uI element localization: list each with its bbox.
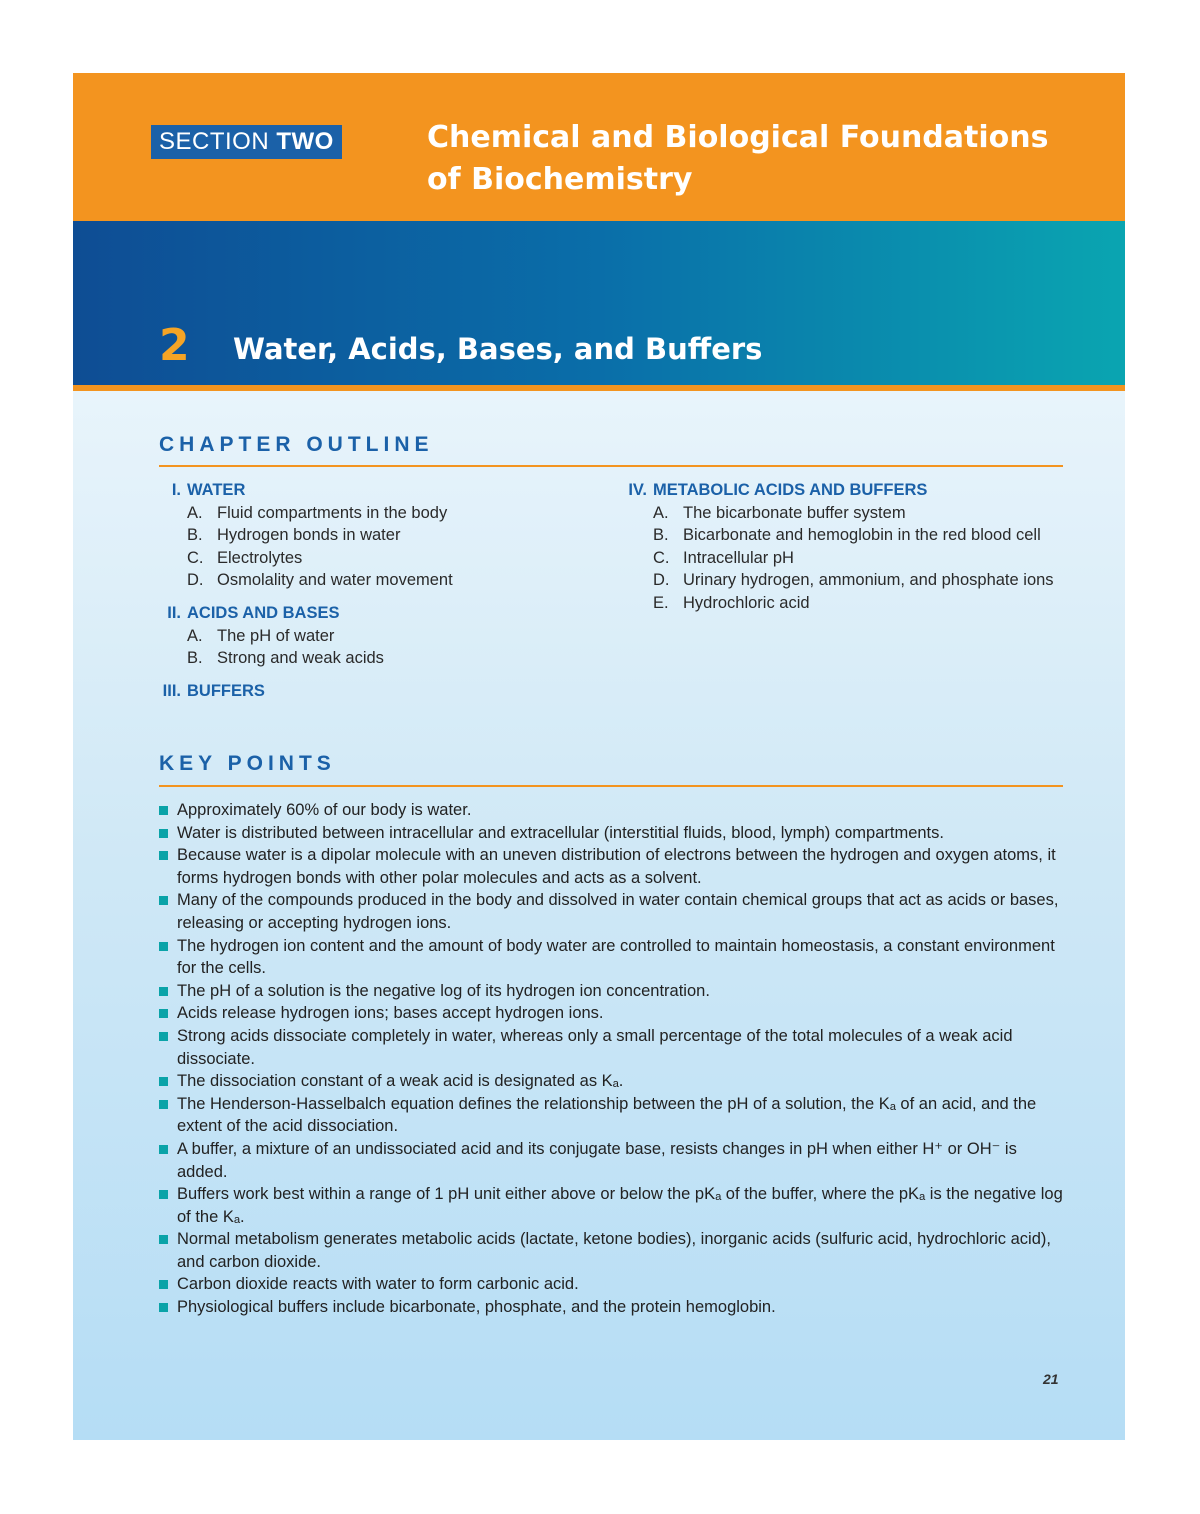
key-points-list [159,799,1069,1319]
section-label-light: SECTION [159,128,270,155]
outline-item-letter: B. [187,526,203,545]
outline-item-letter: A. [187,626,203,645]
page-number: 21 [1043,1371,1059,1387]
outline-item-letter: A. [187,503,203,522]
key-point-item: Acids release hydrogen ions; bases accept hydrogen ions. [159,1002,1069,1025]
chapter-outline-heading: CHAPTER OUTLINE [159,433,434,456]
outline-item [187,569,599,592]
outline-item-letter: B. [187,649,203,668]
outline-item-text: Osmolality and water movement [217,571,453,590]
key-point-item: Because water is a dipolar molecule with an uneven distribution of electrons between the hydrogen and oxygen atoms, it forms hydrogen bonds with other polar molecules and acts as a solvent. [159,844,1069,889]
key-point-item: Approximately 60% of our body is water. [159,799,1069,822]
outline-item [653,547,1065,570]
outline-item [187,524,599,547]
outline-item-text: Intracellular pH [683,548,794,567]
outline-section-number: III. [162,681,181,700]
outline-section [159,680,599,703]
outline-item-letter: D. [187,571,204,590]
outline-item [187,547,599,570]
outline-item-text: Fluid compartments in the body [217,503,448,522]
outline-item [653,524,1065,547]
key-point-item: Many of the compounds produced in the body and dissolved in water contain chemical groups that act as acids or bases, releasing or accepting hydrogen ions. [159,889,1069,934]
outline-item-text: Bicarbonate and hemoglobin in the red blood cell [683,526,1041,545]
outline-item-letter: C. [653,548,670,567]
outline-item [187,625,599,648]
chapter-number: 2 [159,320,190,371]
outline-section-title: BUFFERS [187,681,265,700]
outline-item-letter: B. [653,526,669,545]
key-point-item: A buffer, a mixture of an undissociated acid and its conjugate base, resists changes in pH when either H⁺ or OH⁻ is added. [159,1138,1069,1183]
outline-rule [159,465,1063,467]
key-point-item: Carbon dioxide reacts with water to form carbonic acid. [159,1273,1069,1296]
chapter-title: Water, Acids, Bases, and Buffers [233,332,763,366]
outline-item-text: Urinary hydrogen, ammonium, and phosphate ions [683,571,1054,590]
outline-item-text: The pH of water [217,626,335,645]
outline-section-number: II. [167,603,181,622]
outline-section-number: IV. [628,481,647,499]
section-badge [151,125,342,159]
key-point-item: Buffers work best within a range of 1 pH unit either above or below the pKₐ of the buffer, where the pKₐ is the negative log of the Kₐ. [159,1183,1069,1228]
key-point-item: Strong acids dissociate completely in water, whereas only a small percentage of the total molecules of a weak acid dissociate. [159,1025,1069,1070]
outline-item [653,592,1065,615]
outline-section-title: ACIDS AND BASES [187,603,340,622]
outline-item-text: The bicarbonate buffer system [683,503,906,522]
outline-item-letter: A. [653,503,669,522]
outline-left-column [159,479,599,702]
outline-item [187,502,599,525]
key-point-item: Physiological buffers include bicarbonate, phosphate, and the protein hemoglobin. [159,1296,1069,1319]
key-point-item: Normal metabolism generates metabolic acids (lactate, ketone bodies), inorganic acids (sulfuric acid, hydrochloric acid), and carbon dioxide. [159,1228,1069,1273]
chapter-banner [73,221,1125,385]
outline-item [187,647,599,670]
outline-item-letter: C. [187,548,204,567]
section-banner [73,73,1125,221]
key-point-item: The hydrogen ion content and the amount of body water are controlled to maintain homeostasis, a constant environment for the cells. [159,935,1069,980]
outline-section [159,479,599,502]
outline-item-text: Electrolytes [217,548,303,567]
outline-section [159,602,599,625]
outline-item-letter: E. [653,593,669,612]
page [73,73,1125,1440]
key-points-rule [159,785,1063,787]
section-label-bold: TWO [276,128,334,155]
outline-item [653,502,1065,525]
outline-item-text: Hydrogen bonds in water [217,526,401,545]
key-point-item: The dissociation constant of a weak acid is designated as Kₐ. [159,1070,1069,1093]
outline-right-column [625,479,1065,615]
outline-section-title: WATER [187,481,246,499]
section-title: Chemical and Biological Foundations of Biochemistry [427,120,1049,197]
key-point-item: The Henderson-Hasselbalch equation defines the relationship between the pH of a solution, the Kₐ of an acid, and the extent of the acid dissociation. [159,1093,1069,1138]
key-points-heading: KEY POINTS [159,752,336,775]
key-point-item: The pH of a solution is the negative log of its hydrogen ion concentration. [159,980,1069,1003]
key-point-item: Water is distributed between intracellular and extracellular (interstitial fluids, blood, lymph) compartments. [159,822,1069,845]
outline-item-letter: D. [653,571,670,590]
outline-item [653,569,1065,592]
outline-item-text: Hydrochloric acid [683,593,810,612]
outline-item-text: Strong and weak acids [217,649,384,668]
outline-section-title: METABOLIC ACIDS AND BUFFERS [653,481,928,499]
outline-section-number: I. [171,481,181,499]
outline-section [625,479,1065,502]
